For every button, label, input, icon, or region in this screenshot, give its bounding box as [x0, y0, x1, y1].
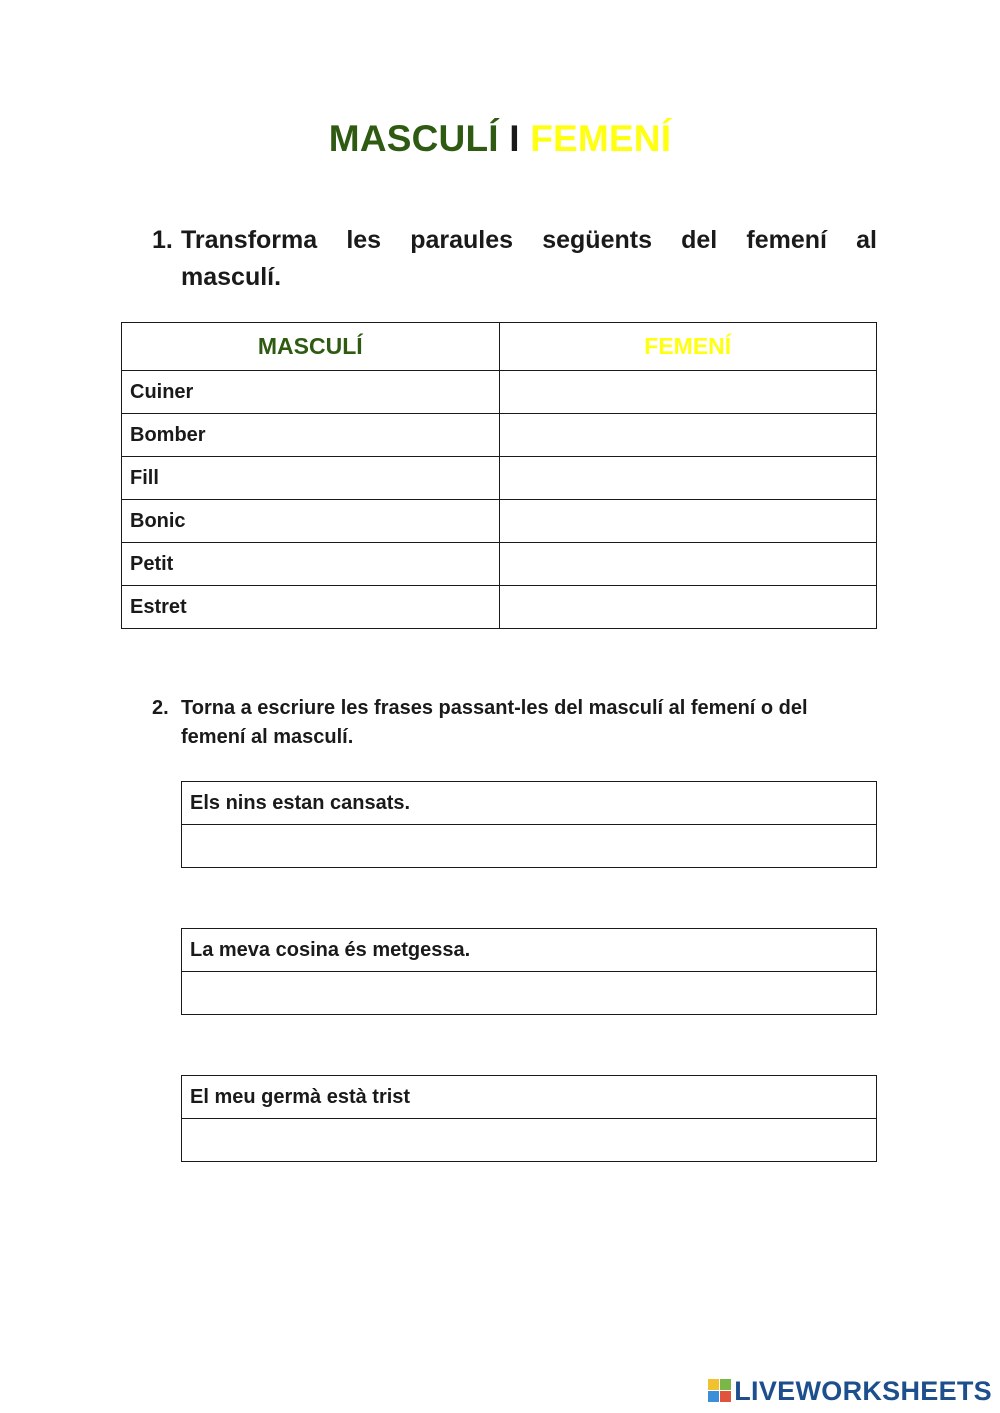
title-separator: I — [509, 118, 520, 159]
word-table-header — [122, 323, 877, 371]
table-row — [122, 500, 877, 543]
exercise-2-line-2: femení al masculí. — [181, 726, 354, 748]
word-masculine: Petit — [122, 543, 500, 586]
title-feminine: FEMENÍ — [530, 118, 672, 159]
exercise-1-number: 1. — [152, 226, 173, 254]
table-row — [122, 414, 877, 457]
logo-text: LIVEWORKSHEETS — [734, 1375, 992, 1406]
sentence-prompt: La meva cosina és metgessa. — [182, 929, 877, 972]
title-masculine: MASCULÍ — [328, 118, 499, 159]
answer-field-feminine[interactable] — [499, 371, 877, 414]
exercise-1-line-2: masculí. — [181, 263, 282, 291]
word-masculine: Fill — [122, 457, 500, 500]
sentence-answer-field[interactable] — [182, 825, 877, 868]
answer-field-feminine[interactable] — [499, 414, 877, 457]
sentence-prompt: Els nins estan cansats. — [182, 782, 877, 825]
table-row — [122, 543, 877, 586]
sentence-box-1 — [181, 781, 877, 868]
exercise-1-line-1: Transforma les paraules següents del femení al — [181, 226, 877, 254]
liveworksheets-logo — [708, 1377, 992, 1405]
answer-field-feminine[interactable] — [499, 457, 877, 500]
word-masculine: Bonic — [122, 500, 500, 543]
sentence-prompt: El meu germà està trist — [182, 1076, 877, 1119]
table-row — [122, 371, 877, 414]
table-row — [122, 457, 877, 500]
word-masculine: Estret — [122, 586, 500, 629]
sentence-answer-field[interactable] — [182, 1119, 877, 1162]
word-masculine: Bomber — [122, 414, 500, 457]
header-masculine: MASCULÍ — [122, 323, 500, 371]
exercise-2-line-1: Torna a escriure les frases passant-les del masculí al femení o del — [181, 697, 808, 719]
logo-icon — [708, 1379, 732, 1403]
page-title — [0, 118, 1000, 160]
sentence-answer-field[interactable] — [182, 972, 877, 1015]
table-row — [122, 586, 877, 629]
answer-field-feminine[interactable] — [499, 586, 877, 629]
word-masculine: Cuiner — [122, 371, 500, 414]
exercise-2-number: 2. — [152, 697, 169, 719]
sentence-box-3 — [181, 1075, 877, 1162]
sentence-box-2 — [181, 928, 877, 1015]
answer-field-feminine[interactable] — [499, 543, 877, 586]
answer-field-feminine[interactable] — [499, 500, 877, 543]
word-table — [121, 322, 877, 629]
header-feminine: FEMENÍ — [499, 323, 877, 371]
